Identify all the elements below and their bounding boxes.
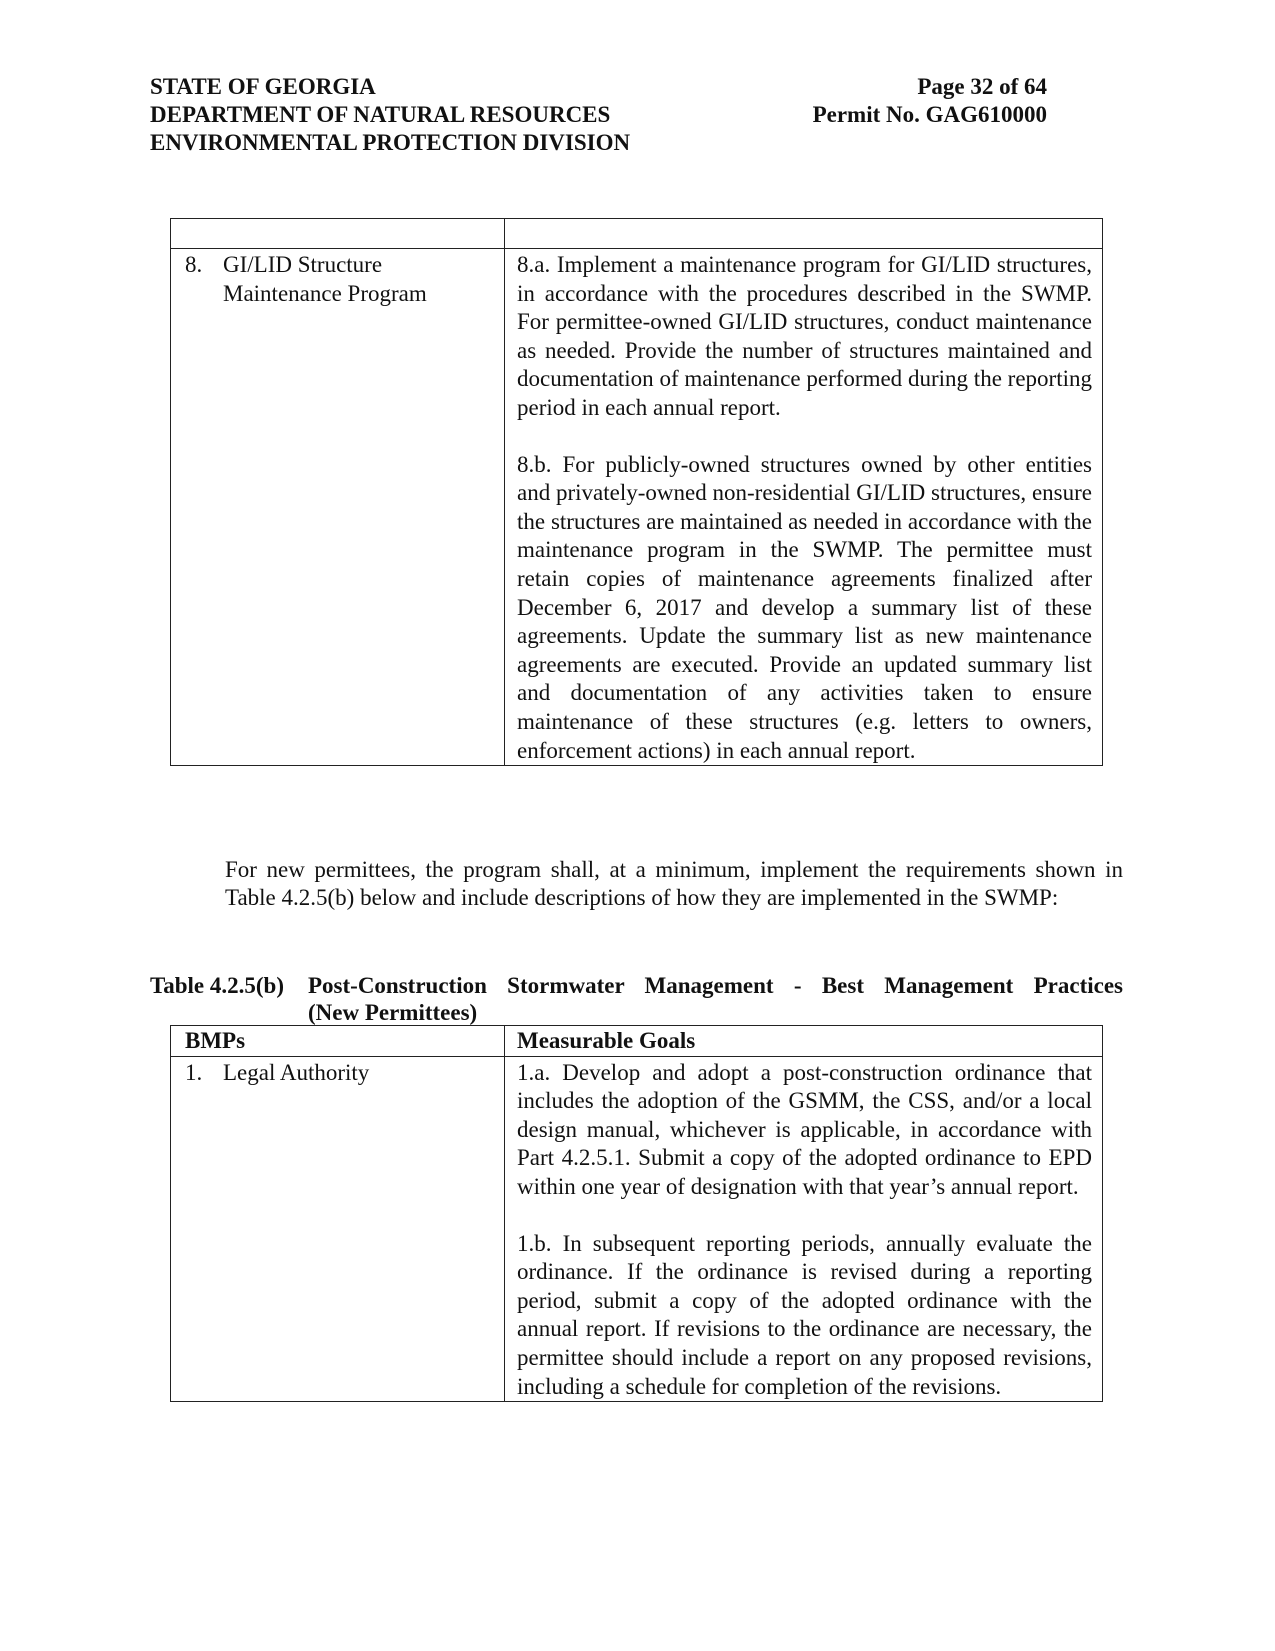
header-cell-bmps: BMPs (171, 1026, 505, 1057)
header-state: STATE OF GEORGIA (150, 74, 376, 99)
bmp-cell (171, 249, 505, 766)
header-page-info (792, 73, 1047, 129)
table-header-row (171, 1026, 1103, 1057)
empty-cell (505, 219, 1103, 249)
bmp-name: GI/LID Structure Maintenance Program (223, 252, 427, 306)
goal-1b: 1.b. In subsequent reporting periods, annually evaluate the ordinance. If the ordinance is revised during a reporting period, submit a copy of the adopted ordinance with the annual report. If revisions to the ordinance are necessary, the permittee should include a report on any proposed revisions, including a schedule for completion of the revisions. (517, 1230, 1092, 1399)
page-number: Page 32 of 64 (917, 74, 1047, 99)
bmp-number: 1. (185, 1059, 203, 1085)
table-row (171, 249, 1103, 766)
body-paragraph: For new permittees, the program shall, at a minimum, implement the requirements shown in Table 4.2.5(b) below and include descriptions of how they are implemented in the SWMP: (225, 857, 1123, 910)
goal-1a: 1.a. Develop and adopt a post-construction ordinance that includes the adoption of the GSMM, the CSS, and/or a local design manual, whichever is applicable, in accordance with Part 4.2.5.1. Submit a copy of the adopted ordinance to EPD within one year of designation with that year’s annual report. (517, 1059, 1092, 1199)
bmp-table-new-permittees (170, 1025, 1103, 1402)
bmp-table-continued (170, 218, 1103, 766)
caption-label: Table 4.2.5(b) (150, 973, 284, 998)
header-cell-goals: Measurable Goals (505, 1026, 1103, 1057)
bmp-number: 8. (185, 252, 203, 277)
goal-8a: 8.a. Implement a maintenance program for GI/LID structures, in accordance with the procedures described in the SWMP. For permittee-owned GI/LID structures, conduct maintenance as needed. Provide the number of structures maintained and documentation of maintenance performed during the reporting period in each annual report. (517, 252, 1092, 420)
table-row-empty (171, 219, 1103, 249)
table-row (171, 1056, 1103, 1402)
permit-number: Permit No. GAG610000 (812, 102, 1047, 127)
goals-cell (505, 1056, 1103, 1402)
caption-title: Post-Construction Stormwater Management - Best Management Practices (308, 973, 1123, 998)
header-agency (150, 73, 630, 157)
bmp-name: Legal Authority (223, 1059, 370, 1085)
table-caption (150, 972, 1123, 1026)
bmp-cell (171, 1056, 505, 1402)
caption-subtitle: (New Permittees) (308, 1000, 478, 1025)
header-division: ENVIRONMENTAL PROTECTION DIVISION (150, 130, 631, 155)
empty-cell (171, 219, 505, 249)
goal-8b: 8.b. For publicly-owned structures owned by other entities and privately-owned non-residential GI/LID structures, ensure the structures are maintained as needed in accordance with the maintenance program in the SWMP. The permittee must retain copies of maintenance agreements finalized after December 6, 2017 and develop a summary list of these agreements. Update the summary list as new maintenance agreements are executed. Provide an updated summary list and documentation of any activities taken to ensure maintenance of these structures (e.g. letters to owners, enforcement actions) in each annual report. (517, 451, 1092, 763)
goals-cell (505, 249, 1103, 766)
header-department: DEPARTMENT OF NATURAL RESOURCES (150, 102, 611, 127)
